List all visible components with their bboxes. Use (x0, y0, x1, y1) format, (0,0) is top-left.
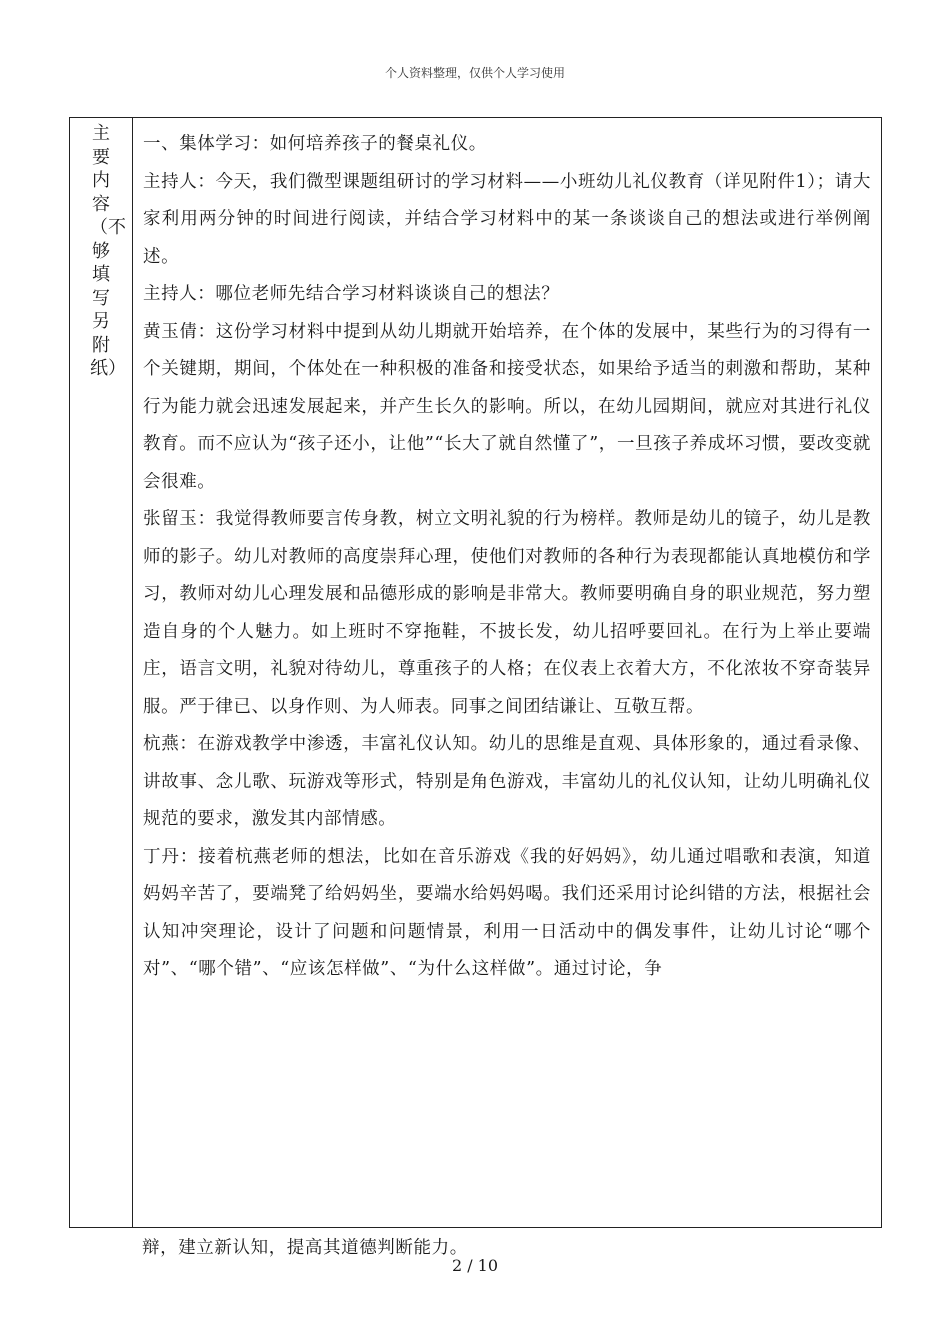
paragraph-host-intro: 主持人：今天，我们微型课题组研讨的学习材料——小班幼儿礼仪教育（详见附件1）；请大家利用两分钟的时间进行阅读，并结合学习材料中的某一条谈谈自己的想法或进行举例阐述。 (143, 171, 871, 267)
overflow-text-line: 辩，建立新认知，提高其道德判断能力。 (142, 1238, 468, 1258)
header-note: 个人资料整理，仅供个人学习使用 (384, 66, 565, 80)
paragraph-zhang: 张留玉：我觉得教师要言传身教，树立文明礼貌的行为榜样。教师是幼儿的镜子，幼儿是教师的影子。幼儿对教师的高度崇拜心理，使他们对教师的各种行为表现都能认真地模仿和学习，教师对幼儿心理发展和品德形成的影响是非常大。教师要明确自身的职业规范，努力塑造自身的个人魅力。如上班时不穿拖鞋，不披长发，幼儿招呼要回礼。在行为上举止要端庄，语言文明，礼貌对待幼儿，尊重孩子的人格；在仪表上衣着大方，不化浓妆不穿奇装异服。严于律已、以身作则、为人师表。同事之间团结谦让、互敬互帮。 (143, 509, 871, 717)
paragraph-ding: 丁丹：接着杭燕老师的想法，比如在音乐游戏《我的好妈妈》，幼儿通过唱歌和表演，知道妈妈辛苦了，要端凳了给妈妈坐，要端水给妈妈喝。我们还采用讨论纠错的方法，根据社会认知冲突理论，设计了问题和问题情景，利用一日活动中的偶发事件，让幼儿讨论“哪个对”、“哪个错”、“应该怎样做”、“为什么这样做”。通过讨论，争 (143, 846, 871, 979)
page-number: 2 / 10 (451, 1256, 499, 1275)
paragraph-hang: 杭燕：在游戏教学中渗透，丰富礼仪认知。幼儿的思维是直观、具体形象的，通过看录像、讲故事、念儿歌、玩游戏等形式，特别是角色游戏，丰富幼儿的礼仪认知，让幼儿明确礼仪规范的要求，激发其内部情感。 (143, 734, 871, 829)
paragraph-huang: 黄玉倩：这份学习材料中提到从幼儿期就开始培养，在个体的发展中，某些行为的习得有一个关键期，期间，个体处在一种积极的准备和接受状态，如果给予适当的刺激和帮助，某种行为能力就会迅速发展起来，并产生长久的影响。所以，在幼儿园期间，就应对其进行礼仪教育。而不应认为“孩子还小，让他”“长大了就自然懂了”，一旦孩子养成坏习惯，要改变就会很难。 (143, 321, 871, 492)
label-cell (70, 118, 133, 1227)
label-text: 主要内容（不够填写另附纸） (90, 123, 126, 379)
paragraph-heading: 一、集体学习：如何培养孩子的餐桌礼仪。 (143, 134, 487, 154)
record-table (69, 117, 882, 1228)
paragraph-host-question: 主持人：哪位老师先结合学习材料谈谈自己的想法？ (143, 284, 560, 304)
content-cell (133, 118, 881, 1227)
